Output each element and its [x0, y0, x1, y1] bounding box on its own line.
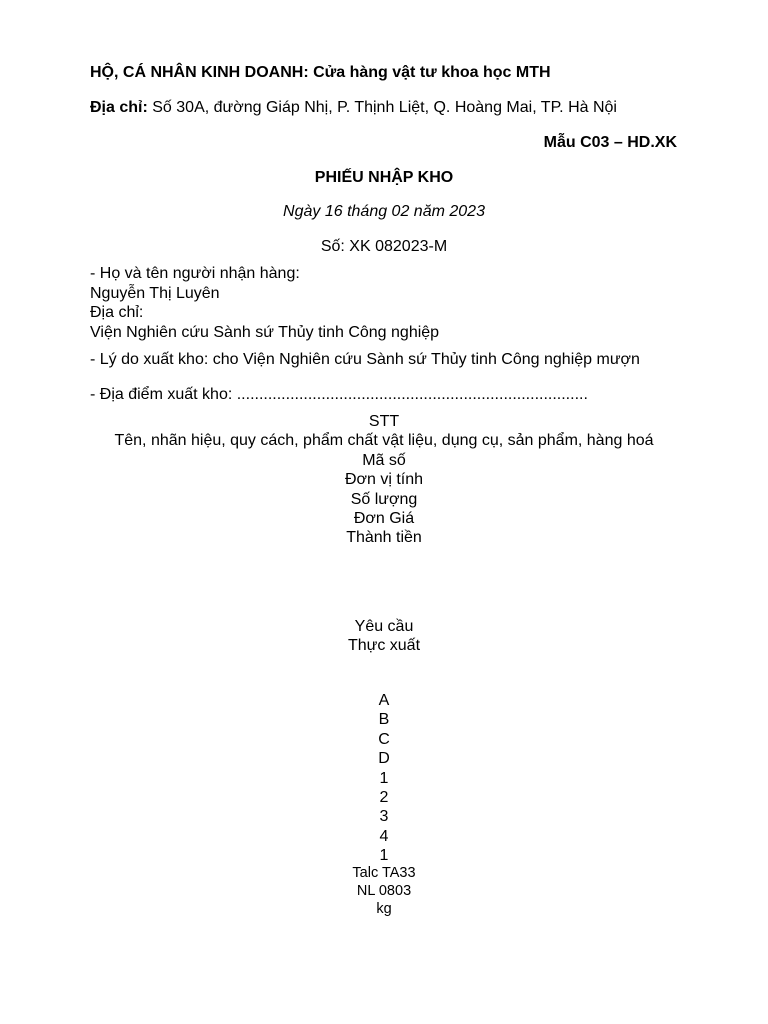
header-unit-price: Đơn Giá: [353, 510, 415, 528]
column-code: 4: [379, 827, 389, 845]
table-row: [0, 864, 768, 918]
row-stt: 1: [379, 847, 389, 865]
address-label: Địa chỉ:: [90, 99, 148, 116]
header-stt: STT: [368, 413, 400, 430]
document-number: Số: XK 082023-M: [320, 238, 448, 255]
receiver-name-value: Nguyễn Thị Luyên: [90, 285, 220, 302]
table-headers: [0, 412, 768, 548]
column-code: A: [378, 692, 390, 709]
address-value: Số 30A, đường Giáp Nhị, P. Thịnh Liệt, Q. Hoàng Mai, TP. Hà Nội: [152, 99, 617, 116]
business-name: Cửa hàng vật tư khoa học MTH: [313, 64, 551, 81]
business-label: HỘ, CÁ NHÂN KINH DOANH:: [90, 64, 309, 81]
header-quantity: Số lượng: [350, 490, 418, 508]
document-date: Ngày 16 tháng 02 năm 2023: [283, 203, 485, 220]
receiver-name-label: - Họ và tên người nhận hàng:: [90, 265, 300, 282]
row-item-name: Talc TA33: [352, 865, 416, 881]
column-code: B: [378, 711, 390, 729]
export-reason: - Lý do xuất kho: cho Viện Nghiên cứu Sành sứ Thủy tinh Công nghiệp mượn: [90, 351, 640, 368]
header-code: Mã số: [362, 451, 406, 469]
receiver-address-label: Địa chỉ:: [90, 304, 144, 321]
row-item-code: NL 0803: [356, 883, 412, 899]
business-address: [90, 98, 617, 117]
document-title: PHIẾU NHẬP KHO: [314, 169, 454, 186]
subheader-actual: Thực xuất: [347, 637, 421, 655]
column-code: C: [378, 730, 390, 748]
column-code: 2: [379, 789, 389, 807]
form-code: Mẫu C03 – HD.XK: [543, 134, 677, 151]
header-item-name: Tên, nhãn hiệu, quy cách, phẩm chất vật liệu, dụng cụ, sản phẩm, hàng hoá: [114, 432, 654, 450]
receiver-address-value: Viện Nghiên cứu Sành sứ Thủy tinh Công nghiệp: [90, 324, 440, 341]
column-code: 1: [379, 769, 389, 787]
column-code: D: [378, 750, 390, 768]
column-code: 3: [379, 808, 389, 826]
column-codes: [0, 691, 768, 866]
subheader-requested: Yêu cầu: [354, 618, 414, 635]
quantity-subheaders: [0, 617, 768, 656]
row-item-unit: kg: [376, 901, 392, 917]
export-location: - Địa điểm xuất kho: ...............................................................................: [90, 386, 588, 403]
business-heading: [90, 63, 551, 82]
header-total: Thành tiền: [346, 529, 422, 547]
header-unit: Đơn vị tính: [344, 471, 424, 489]
